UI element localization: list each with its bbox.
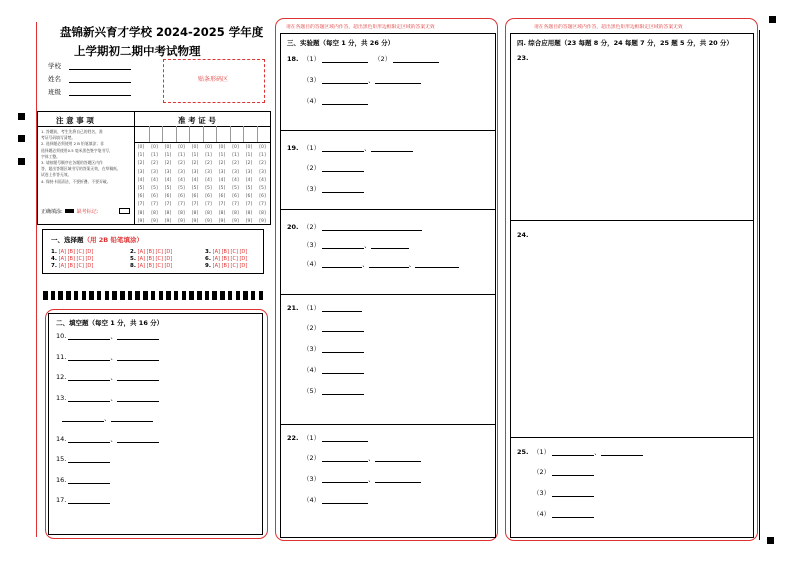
timing-mark <box>120 291 125 300</box>
timing-mark <box>89 291 94 300</box>
admission-digit-column[interactable]: [0] [1] [2] [3] [4] [5] [6] [7] [8] [9] <box>218 145 226 224</box>
answer-blank[interactable]: （3） 、 <box>303 241 409 249</box>
timing-mark <box>166 291 171 300</box>
field-school[interactable]: 学校 <box>48 62 131 70</box>
question-number: 25. <box>517 448 529 456</box>
mc-q5[interactable]: 5. [A] [B] [C] [D] <box>130 256 173 262</box>
timing-mark <box>128 291 133 300</box>
mc-q6[interactable]: 6. [A] [B] [C] [D] <box>205 256 248 262</box>
answer-blank[interactable]: （2） <box>303 324 364 332</box>
mc-q3[interactable]: 3. [A] [B] [C] [D] <box>205 249 248 255</box>
section1-box <box>42 229 264 274</box>
timing-mark <box>105 291 110 300</box>
section2-title: 二、填空题（每空 1 分，共 16 分） <box>56 319 164 327</box>
notice-text: 1. 答题前，考生先将自己的姓名，准 考证号码填写清楚。 2. 选择题必须使用 2 B 铅笔填涂；非 选择题必须使用0.5 毫米黑色签字笔书写， 字体工整。 3. 请按题号顺序在各题的答题区内作 答，超出答题区域书写的答案无效，在草稿纸、 试卷上作答无效。 4. 保持卡面清洁，不要折叠、不要弄破。 <box>41 129 121 184</box>
answer-blank[interactable]: （4） <box>533 510 594 518</box>
alignment-mark <box>767 537 774 544</box>
question-number: 20. <box>287 223 299 231</box>
answer-blank[interactable]: （2） <box>303 164 364 172</box>
answer-blank[interactable]: （4） <box>303 366 364 374</box>
timing-mark <box>151 291 156 300</box>
blank-row[interactable]: 15. <box>56 455 110 463</box>
blank-row[interactable]: 14. 、 <box>56 435 159 443</box>
blank-row[interactable]: 13. 、 <box>56 394 159 402</box>
alignment-mark <box>18 135 25 142</box>
mc-q7[interactable]: 7. [A] [B] [C] [D] <box>51 263 94 269</box>
answer-blank[interactable]: （1） 、 <box>303 144 413 152</box>
alignment-mark <box>18 113 25 120</box>
exam-title: 上学期初二期中考试物理 <box>74 44 201 58</box>
answer-blank[interactable]: （3） <box>533 489 594 497</box>
warning-text-right: 请在各题目的答题区域内作答，超出黑色矩形边框限定区域的答案无效 <box>534 25 683 30</box>
section4-box <box>510 33 754 538</box>
admission-digit-column[interactable]: [0] [1] [2] [3] [4] [5] [6] [7] [8] [9] <box>191 145 199 224</box>
question-number: 22. <box>287 434 299 442</box>
timing-mark <box>259 291 264 300</box>
timing-mark <box>74 291 79 300</box>
mc-q1[interactable]: 1. [A] [B] [C] [D] <box>51 249 94 255</box>
answer-blank[interactable]: （2） <box>533 468 594 476</box>
admission-digit-column[interactable]: [0] [1] [2] [3] [4] [5] [6] [7] [8] [9] <box>245 145 253 224</box>
section4-title: 四. 综合应用题（23 每题 8 分，24 每题 7 分，25 题 5 分，共 20 分） <box>517 39 733 47</box>
timing-mark <box>135 291 140 300</box>
section2-box <box>45 309 268 539</box>
barcode-label: 贴条形码区 <box>198 76 229 83</box>
q23-number: 23. <box>517 54 529 62</box>
admission-digit-column[interactable]: [0] [1] [2] [3] [4] [5] [6] [7] [8] [9] <box>151 145 158 224</box>
timing-mark <box>197 291 202 300</box>
timing-mark <box>58 291 63 300</box>
answer-blank[interactable]: （4） <box>303 97 368 105</box>
question-number: 19. <box>287 144 299 152</box>
timing-mark <box>189 291 194 300</box>
timing-mark <box>205 291 210 300</box>
timing-mark <box>43 291 48 300</box>
timing-mark <box>97 291 102 300</box>
answer-blank[interactable]: （1） <box>303 434 368 442</box>
fill-legend: 正确填涂: 缺考标记: <box>41 209 99 215</box>
q24-number: 24. <box>517 231 529 239</box>
timing-mark <box>51 291 56 300</box>
mc-q4[interactable]: 4. [A] [B] [C] [D] <box>51 256 94 262</box>
left-margin-line <box>36 22 37 537</box>
blank-row[interactable]: 11. 、 <box>56 353 159 361</box>
mc-q8[interactable]: 8. [A] [B] [C] [D] <box>130 263 173 269</box>
admission-heading: 准 考 证 号 <box>178 116 216 125</box>
answer-blank[interactable]: （3） <box>303 185 364 193</box>
answer-blank[interactable]: （3） <box>303 345 364 353</box>
timing-mark <box>236 291 241 300</box>
section3-frame <box>275 18 498 541</box>
section1-title: 一、选择题 <box>51 236 84 244</box>
blank-row[interactable]: 10. 、 <box>56 332 159 340</box>
question-number: 21. <box>287 304 299 312</box>
right-margin-line <box>759 30 760 540</box>
notice-heading: 注 意 事 项 <box>56 116 94 125</box>
admission-digit-column[interactable]: [0] [1] [2] [3] [4] [5] [6] [7] [8] [9] <box>164 145 172 224</box>
answer-blank[interactable]: （1） 、 <box>533 448 643 456</box>
admission-digit-column[interactable]: [0] [1] [2] [3] [4] [5] [6] [7] [8] [9] <box>232 145 239 224</box>
answer-blank[interactable]: （1） （2） <box>303 55 439 63</box>
barcode-area <box>163 59 265 103</box>
admission-digit-column[interactable]: [0] [1] [2] [3] [4] [5] [6] [7] [8] [9] <box>259 145 266 224</box>
missing-mark-box[interactable] <box>119 208 130 214</box>
timing-mark <box>159 291 164 300</box>
timing-mark <box>143 291 148 300</box>
alignment-mark <box>769 16 776 23</box>
answer-blank[interactable]: （3） 、 <box>303 76 421 84</box>
answer-blank[interactable]: （5） <box>303 387 364 395</box>
field-name[interactable]: 姓名 <box>48 75 131 83</box>
blank-row[interactable]: 12. 、 <box>56 373 159 381</box>
blank-row-13-cont[interactable]: 、 <box>62 414 153 422</box>
blank-row[interactable]: 17. <box>56 496 110 504</box>
answer-blank[interactable]: （3） 、 <box>303 475 421 483</box>
blank-row[interactable]: 16. <box>56 476 110 484</box>
timing-mark <box>243 291 248 300</box>
timing-mark <box>112 291 117 300</box>
section4-frame <box>505 18 758 541</box>
answer-blank[interactable]: （4） 、 、 <box>303 260 459 268</box>
timing-mark <box>251 291 256 300</box>
alignment-mark <box>18 158 25 165</box>
answer-blank[interactable]: （2） <box>303 223 422 231</box>
warning-text: 请在各题目的答题区域内作答，超出黑色矩形边框限定区域的答案无效 <box>286 25 435 30</box>
answer-blank[interactable]: （4） <box>303 496 368 504</box>
timing-mark <box>66 291 71 300</box>
mc-q2[interactable]: 2. [A] [B] [C] [D] <box>130 249 173 255</box>
timing-mark <box>220 291 225 300</box>
mc-q9[interactable]: 9. [A] [B] [C] [D] <box>205 263 248 269</box>
answer-blank[interactable]: （1） <box>303 304 362 312</box>
section3-title: 三、实验题（每空 1 分，共 26 分） <box>287 39 395 47</box>
timing-mark <box>82 291 87 300</box>
timing-mark <box>182 291 187 300</box>
section3-box <box>280 33 496 538</box>
question-number: 18. <box>287 55 299 63</box>
notice-admission-box <box>37 111 271 225</box>
timing-mark <box>228 291 233 300</box>
admission-digit-column[interactable]: [0] [1] [2] [3] [4] [5] [6] [7] [8] [9] <box>178 145 185 224</box>
section1-note: （用 2B 铅笔填涂） <box>83 236 144 244</box>
answer-blank[interactable]: （2） 、 <box>303 454 421 462</box>
school-title: 盘锦新兴育才学校 2024-2025 学年度 <box>60 25 264 39</box>
timing-marks <box>43 291 265 300</box>
timing-mark <box>174 291 179 300</box>
timing-mark <box>212 291 217 300</box>
field-class[interactable]: 班级 <box>48 88 131 96</box>
admission-digit-column[interactable]: [0] [1] [2] [3] [4] [5] [6] [7] [8] [9] <box>137 145 145 224</box>
admission-digit-column[interactable]: [0] [1] [2] [3] [4] [5] [6] [7] [8] [9] <box>205 145 212 224</box>
